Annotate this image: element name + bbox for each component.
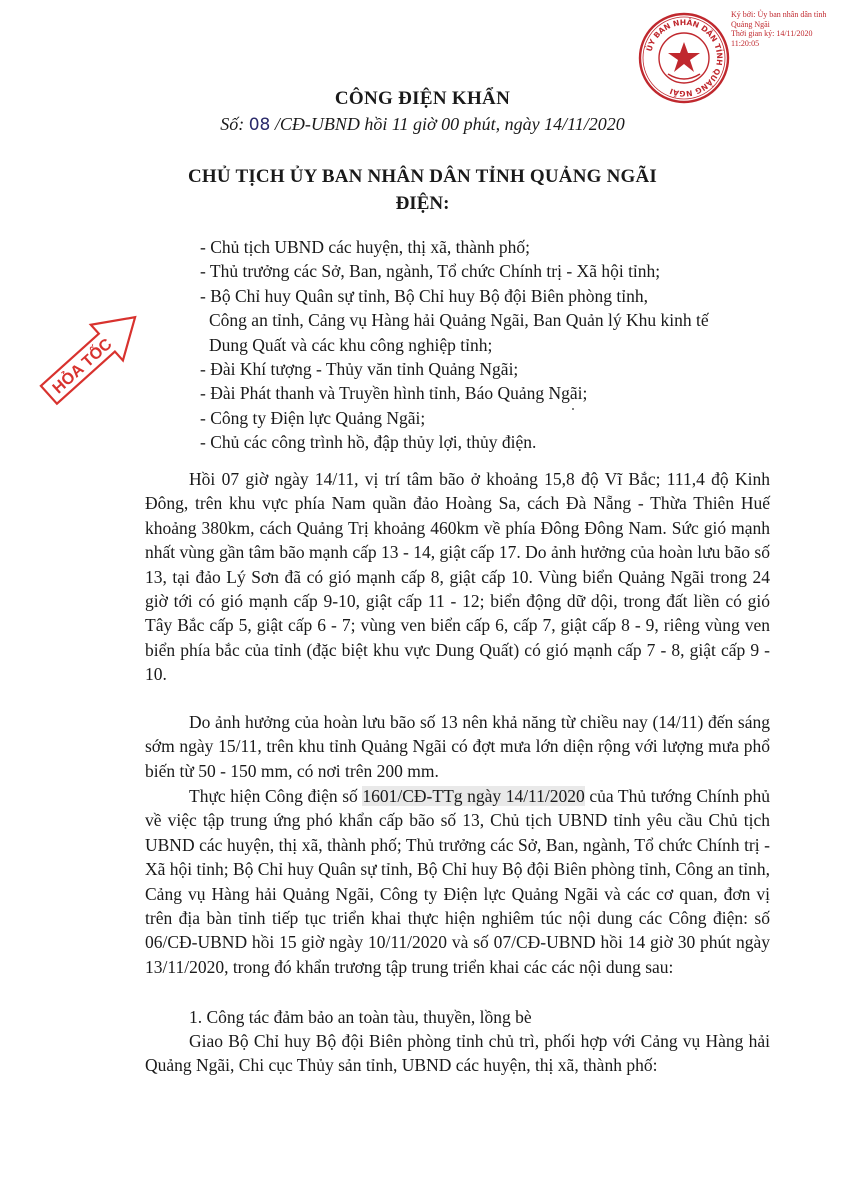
recipient-item: - Chủ tịch UBND các huyện, thị xã, thành phố; bbox=[200, 237, 531, 257]
number-suffix: /CĐ-UBND hồi 11 giờ 00 phút, ngày 14/11/2020 bbox=[270, 114, 625, 134]
issuer-heading: CHỦ TỊCH ỦY BAN NHÂN DÂN TỈNH QUẢNG NGÃI bbox=[188, 166, 657, 187]
highlighted-reference: 1601/CĐ-TTg ngày 14/11/2020 bbox=[362, 786, 585, 806]
recipient-item-continuation: Công an tỉnh, Cảng vụ Hàng hải Quảng Ngãi, Ban Quản lý Khu kinh tế bbox=[209, 310, 709, 331]
scan-speck bbox=[572, 408, 574, 410]
paragraph-directive bbox=[145, 784, 770, 979]
section-heading-text: 1. Công tác đảm bảo an toàn tàu, thuyền, lồng bè bbox=[189, 1007, 532, 1027]
paragraph-rainfall bbox=[145, 710, 770, 783]
signature-line: 11:20:05 bbox=[731, 38, 760, 48]
paragraph-text: Giao Bộ Chỉ huy Bộ đội Biên phòng tỉnh chủ trì, phối hợp với Cảng vụ Hàng hải Quảng Ngãi, Chi cục Thủy sản tỉnh, UBND các huyện, thị xã, thành phố: bbox=[145, 1031, 770, 1076]
urgent-stamp-icon bbox=[26, 296, 156, 416]
verb-heading: ĐIỆN: bbox=[395, 193, 450, 214]
signature-line: Quảng Ngãi bbox=[731, 19, 770, 29]
handwritten-number: 08 bbox=[248, 115, 271, 135]
section-heading-1 bbox=[145, 1005, 770, 1029]
paragraph-part: của Thủ tướng Chính phủ về việc tập trung ứng phó khẩn cấp bão số 13, Chủ tịch UBND tỉnh yêu cầu Chủ tịch UBND các huyện, thị xã, thành phố; Thủ trưởng các Sở, Ban, ngành, Tổ chức Chính trị - Xã hội tỉnh; Bộ Chỉ huy Quân sự tỉnh, Bộ Chỉ huy Bộ đội Biên phòng tỉnh, Công an tỉnh, Cảng vụ Hàng hải Quảng Ngãi, Công ty Điện lực Quảng Ngãi và các cơ quan, đơn vị trên địa bàn tỉnh tiếp tục triển khai thực hiện nghiêm túc nội dung các Công điện: số 06/CĐ-UBND hồi 15 giờ ngày 10/11/2020 và số 07/CĐ-UBND hồi 14 giờ 30 phút ngày 13/11/2020, trong đó khẩn trương tập trung triển khai các các nội dung sau: bbox=[145, 786, 771, 977]
paragraph-storm-position bbox=[145, 467, 770, 687]
number-prefix: Số: bbox=[220, 114, 249, 134]
paragraph-text: Hồi 07 giờ ngày 14/11, vị trí tâm bão ở khoảng 15,8 độ Vĩ Bắc; 111,4 độ Kinh Đông, trên khu vực phía Nam quần đảo Hoàng Sa, cách Đà Nẵng - Thừa Thiên Huế khoảng 380km, cách Quảng Trị khoảng 460km về phía Đông Đông Nam. Sức gió mạnh nhất vùng gần tâm bão mạnh cấp 13 - 14, giật cấp 17. Do ảnh hưởng của hoàn lưu bão số 13, tại đảo Lý Sơn đã có gió mạnh cấp 8, giật cấp 10. Vùng biển Quảng Ngãi trong 24 giờ tới có gió mạnh cấp 9-10, giật cấp 11 - 12; biển động dữ dội, trong đất liền có gió Tây Bắc cấp 5, giật cấp 6 - 7; vùng ven biển cấp 6, cấp 7, giật cấp 8 - 9, riêng vùng ven biển phía bắc của tỉnh (đặc biệt khu vực Dung Quất) có gió mạnh cấp 7 - 8, giật cấp 9 - 10. bbox=[145, 469, 770, 685]
paragraph-part: Thực hiện Công điện số bbox=[189, 786, 363, 806]
recipient-item: - Công ty Điện lực Quảng Ngãi; bbox=[200, 407, 426, 428]
paragraph-text: Do ảnh hưởng của hoàn lưu bão số 13 nên khả năng từ chiều nay (14/11) đến sáng sớm ngày 15/11, trên khu tỉnh Quảng Ngãi có đợt mưa lớn diện rộng với lượng mưa phổ biến từ 50 - 150 mm, có nơi trên 200 mm. bbox=[145, 712, 770, 781]
recipient-item: - Bộ Chỉ huy Quân sự tỉnh, Bộ Chỉ huy Bộ đội Biên phòng tỉnh, bbox=[200, 285, 648, 306]
recipient-item: - Chủ các công trình hồ, đập thủy lợi, thủy điện. bbox=[200, 432, 537, 453]
recipient-item: - Đài Khí tượng - Thủy văn tỉnh Quảng Ngãi; bbox=[200, 359, 519, 380]
stamp-text: HỎA TỐC bbox=[49, 335, 116, 398]
document-title: CÔNG ĐIỆN KHẨN bbox=[334, 88, 511, 109]
paragraph-assignment bbox=[145, 1029, 770, 1078]
signature-line: Ký bởi: Ủy ban nhân dân tỉnh bbox=[731, 10, 827, 19]
recipient-item-continuation: Dung Quất và các khu công nghiệp tỉnh; bbox=[209, 334, 493, 355]
document-number-line bbox=[0, 114, 845, 135]
svg-text:ỦY BAN NHÂN DÂN TỈNH QUẢNG NGÃ: ỦY BAN NHÂN DÂN TỈNH QUẢNG NGÃI bbox=[644, 17, 725, 99]
signature-line: Thời gian ký: 14/11/2020 bbox=[731, 29, 813, 38]
recipient-list bbox=[200, 235, 760, 455]
paragraph-text bbox=[145, 784, 770, 979]
digital-signature-info bbox=[731, 10, 841, 48]
recipient-item: - Đài Phát thanh và Truyền hình tỉnh, Báo Quảng Ngãi; bbox=[200, 383, 588, 404]
recipient-item: - Thủ trưởng các Sở, Ban, ngành, Tổ chức Chính trị - Xã hội tỉnh; bbox=[200, 261, 661, 282]
